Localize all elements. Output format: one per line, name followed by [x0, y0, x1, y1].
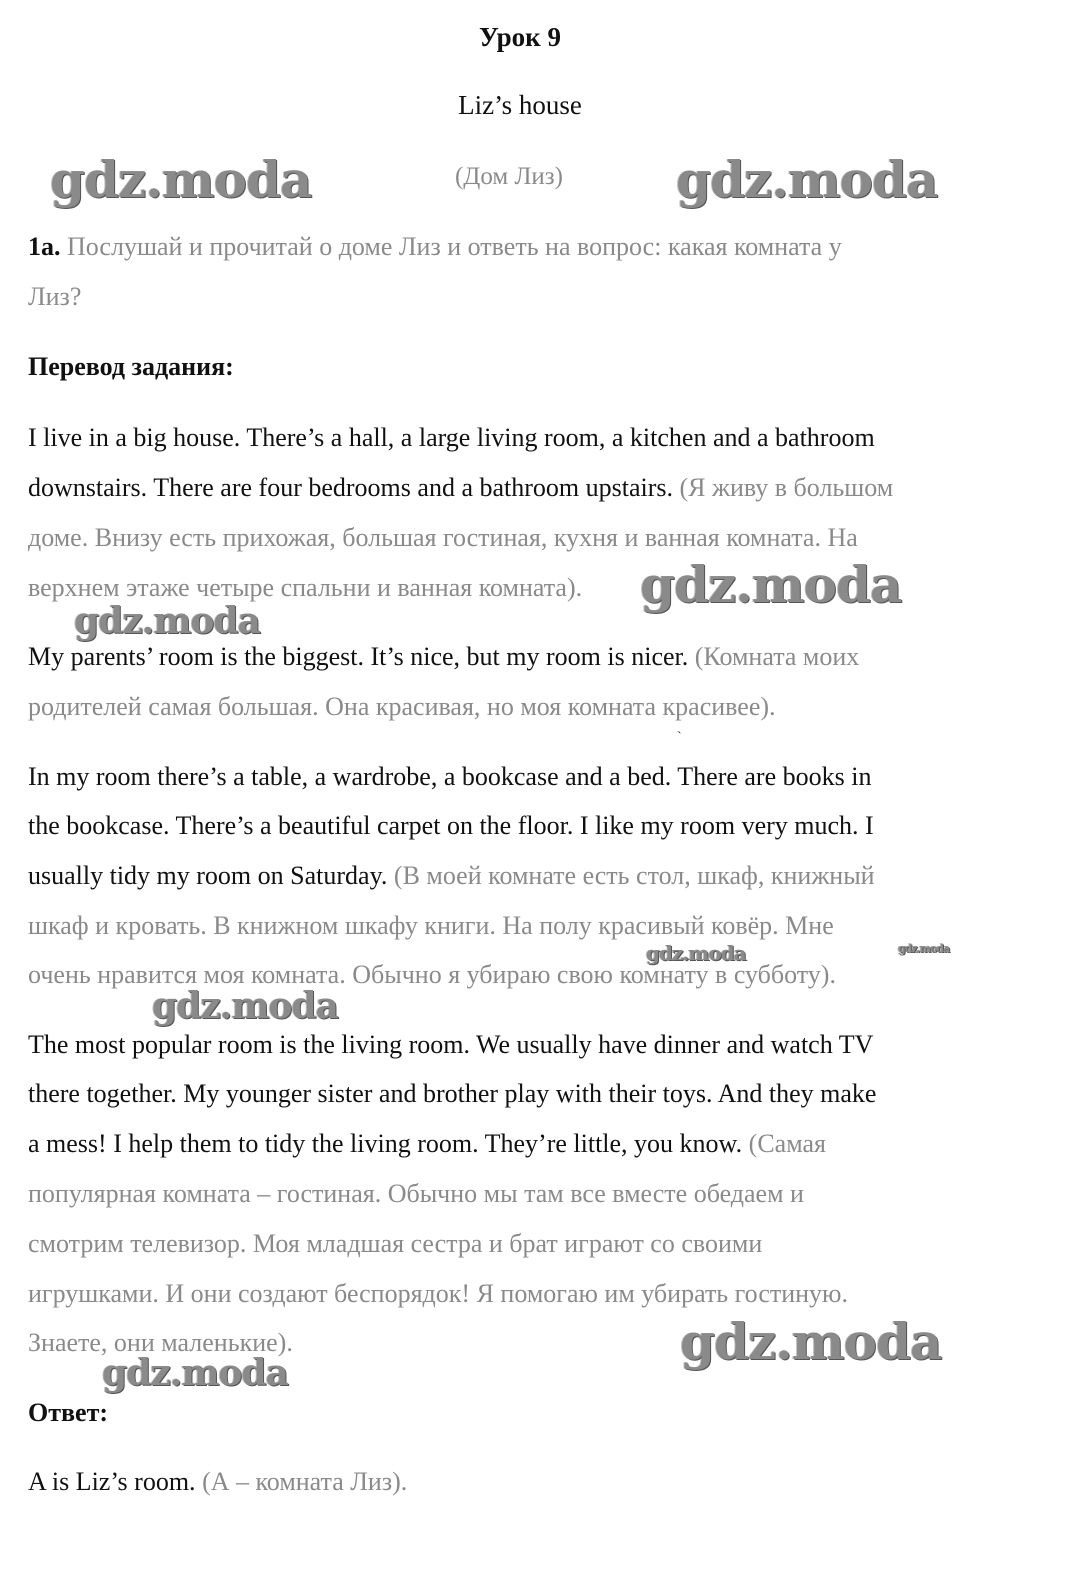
translation-heading: Перевод задания:: [28, 352, 234, 381]
paragraph-4-line-2: there together. My younger sister and brother play with their toys. And they make: [28, 1079, 877, 1108]
lesson-title: Урок 9: [479, 22, 561, 52]
text-title: Liz’s house: [458, 90, 582, 120]
watermark: gdz.moda: [680, 1312, 942, 1371]
paragraph-1-russian-start: (Я живу в большом: [679, 473, 894, 502]
paragraph-2-russian-start: (Комната моих: [694, 642, 860, 671]
paragraph-2-english: My parents’ room is the biggest. It’s nice, but my room is nicer.: [28, 642, 689, 671]
watermark: gdz.moda: [74, 600, 260, 642]
paragraph-4-line-7: Знаете, они маленькие).: [28, 1328, 293, 1357]
paragraph-4-line-4: популярная комната – гостиная. Обычно мы там все вместе обедаем и: [28, 1179, 804, 1208]
paragraph-1-line-3: доме. Внизу есть прихожая, большая гостиная, кухня и ванная комната. На: [28, 523, 858, 552]
watermark: gdz.moda: [102, 1352, 288, 1394]
paragraph-3-english: usually tidy my room on Saturday.: [28, 861, 388, 890]
answer-english: A is Liz’s room.: [28, 1467, 196, 1496]
task-number: 1a.: [28, 232, 61, 261]
paragraph-1-line-2: [28, 473, 893, 503]
paragraph-3-russian-start: (В моей комнате есть стол, шкаф, книжный: [393, 861, 875, 890]
watermark: gdz.moda: [646, 941, 746, 965]
paragraph-4-line-1: The most popular room is the living room. We usually have dinner and watch TV: [28, 1030, 874, 1059]
paragraph-1-line-4: верхнем этаже четыре спальни и ванная комната).: [28, 573, 583, 602]
paragraph-3-line-1: In my room there’s a table, a wardrobe, a bookcase and a bed. There are books in: [28, 762, 872, 791]
task-instruction-line-2: Лиз?: [28, 282, 82, 311]
answer-line: [28, 1467, 407, 1497]
paragraph-4-line-3: [28, 1129, 826, 1159]
watermark: gdz.moda: [640, 555, 902, 614]
paragraph-1-line-1: I live in a big house. There’s a hall, a large living room, a kitchen and a bathroom: [28, 423, 875, 452]
paragraph-3-line-2: the bookcase. There’s a beautiful carpet on the floor. I like my room very much. I: [28, 811, 874, 840]
watermark: gdz.moda: [152, 985, 338, 1027]
paragraph-4-line-5: смотрим телевизор. Моя младшая сестра и брат играют со своими: [28, 1229, 763, 1258]
text-title-translation: (Дом Лиз): [454, 163, 563, 190]
paragraph-3-line-3: [28, 861, 875, 891]
paragraph-4-russian-start: (Самая: [748, 1129, 826, 1158]
paragraph-3-line-5: очень нравится моя комната. Обычно я убираю свою комнату в субботу).: [28, 960, 836, 989]
answer-heading: Ответ:: [28, 1398, 109, 1427]
stray-mark: ˋ: [677, 730, 682, 745]
paragraph-2-line-1: [28, 642, 859, 672]
paragraph-3-line-4: шкаф и кровать. В книжном шкафу книги. На полу красивый ковёр. Мне: [28, 911, 834, 940]
task-instruction-line-1: [28, 232, 842, 262]
paragraph-4-line-6: игрушками. И они создают беспорядок! Я помогаю им убирать гостиную.: [28, 1279, 848, 1308]
watermark: gdz.moda: [898, 942, 950, 955]
paragraph-1-english: downstairs. There are four bedrooms and a bathroom upstairs.: [28, 473, 674, 502]
answer-russian: (А – комната Лиз).: [202, 1467, 408, 1496]
watermark: gdz.moda: [50, 150, 312, 209]
task-text: Послушай и прочитай о доме Лиз и ответь на вопрос: какая комната у: [67, 232, 842, 261]
paragraph-2-line-2: родителей самая большая. Она красивая, но моя комната красивее).: [28, 692, 776, 721]
paragraph-4-english: a mess! I help them to tidy the living room. They’re little, you know.: [28, 1129, 743, 1158]
watermark: gdz.moda: [676, 150, 938, 209]
